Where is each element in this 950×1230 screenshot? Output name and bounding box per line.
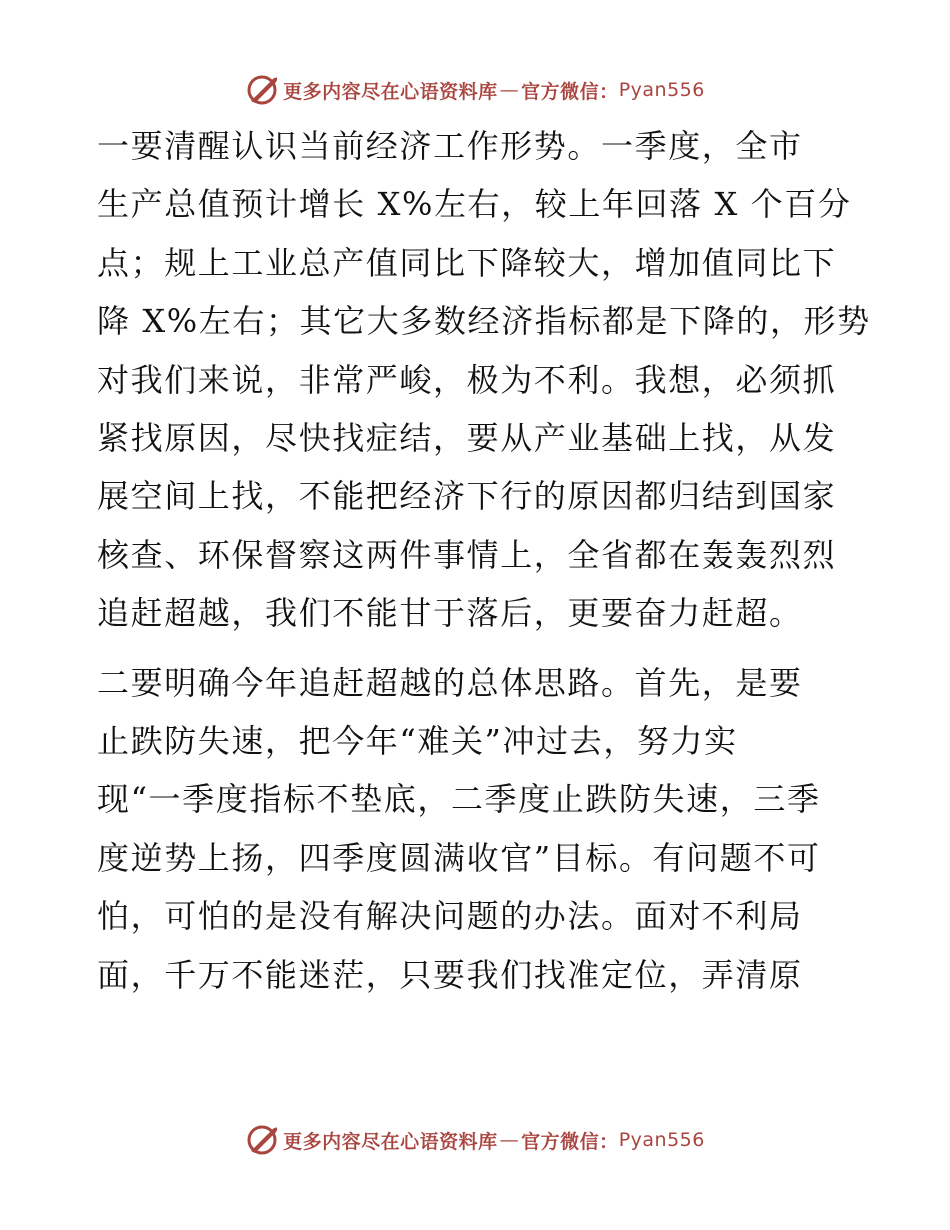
quill-logo-icon <box>245 73 279 107</box>
watermark-separator: — <box>499 79 520 101</box>
text-line: 对我们来说，非常严峻，极为不利。我想，必须抓 <box>97 360 837 399</box>
text-line: 追赶超越，我们不能甘于落后，更要奋力赶超。 <box>97 594 803 633</box>
text-line: 紧找原因，尽快找症结，要从产业基础上找，从发 <box>97 419 837 458</box>
text-line: 面，千万不能迷茫，只要我们找准定位，弄清原 <box>97 955 803 994</box>
watermark-brand-text: 更多内容尽在心语资料库 <box>283 80 498 103</box>
watermark-official-label: 官方微信： <box>521 1130 619 1153</box>
watermark-wechat-id: Pyan556 <box>618 1129 705 1151</box>
watermark-brand-text: 更多内容尽在心语资料库 <box>283 1130 498 1153</box>
document-body <box>97 117 871 1004</box>
text-line: 怕，可怕的是没有解决问题的办法。面对不利局 <box>97 897 803 936</box>
watermark-wechat-id: Pyan556 <box>618 79 705 101</box>
text-line: 止跌防失速，把今年“难关”冲过去，努力实 <box>97 722 738 761</box>
text-line: 度逆势上扬，四季度圆满收官”目标。有问题不可 <box>97 838 821 877</box>
text-line: 降 X%左右；其它大多数经济指标都是下降的，形势 <box>97 302 871 341</box>
text-line: 一要清醒认识当前经济工作形势。一季度，全市 <box>97 127 803 165</box>
text-line: 生产总值预计增长 X%左右，较上年回落 X 个百分 <box>97 185 852 224</box>
header-watermark <box>0 70 950 110</box>
text-line: 核查、环保督察这两件事情上，全省都在轰轰烈烈 <box>97 535 837 574</box>
text-line: 二要明确今年追赶超越的总体思路。首先，是要 <box>97 663 803 702</box>
paragraph-1 <box>97 117 871 643</box>
text-line: 现“一季度指标不垫底，二季度止跌防失速，三季 <box>97 780 821 819</box>
paragraph-2 <box>97 654 857 1004</box>
text-line: 展空间上找，不能把经济下行的原因都归结到国家 <box>97 477 837 516</box>
watermark-official-label: 官方微信： <box>521 80 619 103</box>
text-line: 点；规上工业总产值同比下降较大，增加值同比下 <box>97 243 837 282</box>
watermark-separator: — <box>499 1129 520 1151</box>
footer-watermark <box>0 1120 950 1160</box>
quill-logo-icon <box>245 1123 279 1157</box>
